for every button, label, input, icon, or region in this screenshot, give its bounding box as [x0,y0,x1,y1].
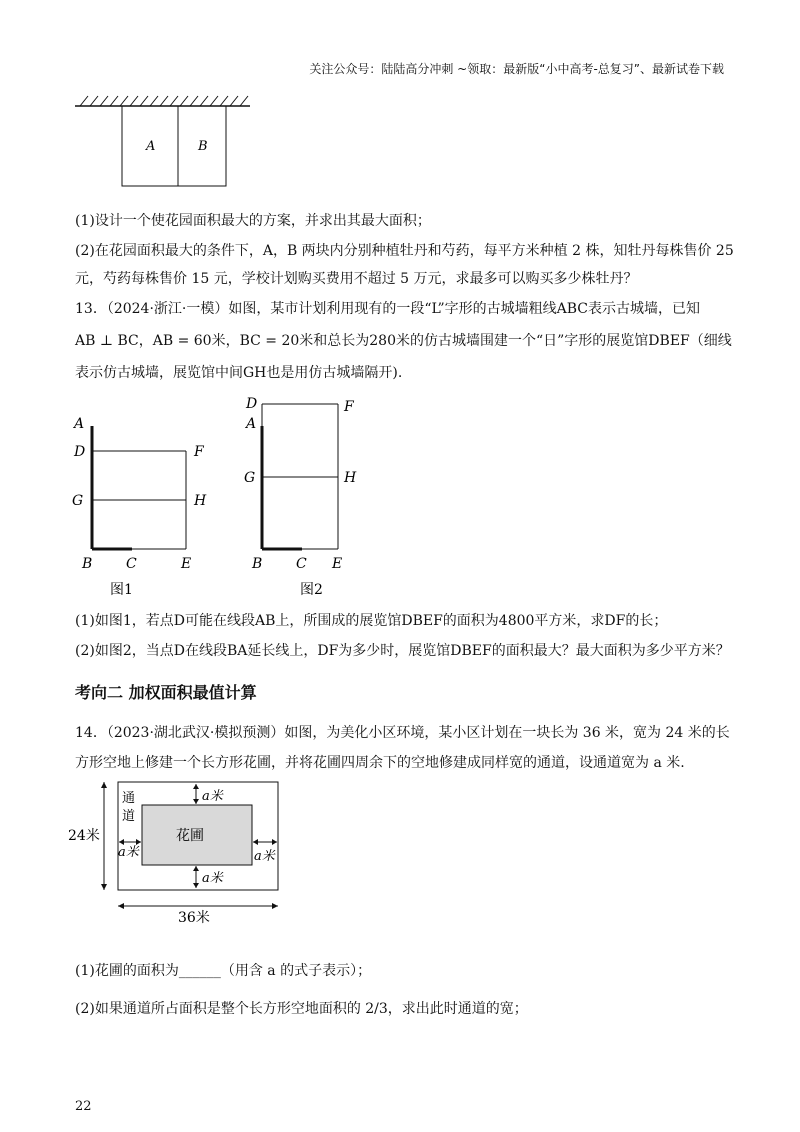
fig1-H: H [194,493,207,509]
fig1-B: B [82,556,93,572]
dim-width: 36米 [178,910,210,926]
section-title: 考向二 加权面积最值计算 [75,683,257,702]
fig1-C: C [126,556,137,572]
flower-bed-figure [68,778,298,926]
fig1-F: F [194,444,204,460]
label-b: B [198,139,208,154]
fig2-E: E [332,556,343,572]
label-a: A [146,139,156,154]
fig1-G: G [72,493,84,509]
q13-line3: 表示仿古城墙，展览馆中间GH也是用仿古城墙隔开). [75,365,403,381]
dim-left: a米 [118,845,139,860]
fig2-H: H [344,470,357,486]
fig2-D: D [246,396,258,412]
q12-part2-line1: (2)在花园面积最大的条件下，A，B 两块内分别种植牡丹和芍药，每平方米种植 2 株，知牡丹每株售价 25 [75,243,734,259]
center-label: 花圃 [176,828,204,844]
dim-height: 24米 [68,828,100,844]
q13-part2: (2)如图2，当点D在线段BA延长线上，DF为多少时，展览馆DBEF的面积最大？最大面积为多少平方米？ [75,643,730,659]
q14-part1: (1)花圃的面积为______（用含 a 的式子表示）； [75,963,372,979]
dim-top: a米 [202,789,223,804]
fig2-F: F [344,399,354,415]
q14-line2: 方形空地上修建一个长方形花圃，并将花圃四周余下的空地修建成同样宽的通道，设通道宽为 a 米. [75,755,685,771]
fig1-A: A [74,416,85,432]
fig2-C: C [296,556,307,572]
page-header: 关注公众号：陆陆高分冲刺 ~领取：最新版“小中高考-总复习”、最新试卷下载 [309,62,724,76]
figure-1 [70,408,240,608]
q14-line1: 14．（2023·湖北武汉·模拟预测）如图，为美化小区环境，某小区计划在一块长为 36 米，宽为 24 米的长 [75,725,730,741]
q12-part1: (1)设计一个使花园面积最大的方案，并求出其最大面积； [75,213,431,229]
fig2-A: A [246,416,257,432]
fig2-B: B [252,556,263,572]
fig1-D: D [74,444,86,460]
dim-bottom: a米 [202,871,223,886]
garden-figure [70,92,270,192]
q13-line2: AB ⊥ BC，AB = 60米，BC = 20米和总长为280米的仿古城墙围建一个“日”字形的展览馆DBEF（细线 [75,333,732,349]
q14-part2: (2)如果通道所占面积是整个长方形空地面积的 2/3，求出此时通道的宽； [75,1001,528,1017]
figure-2 [240,390,410,610]
fig2-caption: 图2 [300,582,323,598]
fig2-G: G [244,470,256,486]
fig1-caption: 图1 [110,582,133,598]
path-label-1: 通 [122,791,136,806]
path-label-2: 道 [122,809,136,824]
q12-part2-line2: 元，芍药每株售价 15 元，学校计划购买费用不超过 5 万元，求最多可以购买多少株牡丹？ [75,271,638,287]
fig1-E: E [181,556,192,572]
page-number: 22 [75,1099,92,1114]
q13-line1: 13．（2024·浙江·一模）如图，某市计划利用现有的一段“L”字形的古城墙粗线ABC表示古城墙，已知 [75,301,700,317]
dim-right: a米 [254,849,275,864]
q13-part1: (1)如图1，若点D可能在线段AB上，所围成的展览馆DBEF的面积为4800平方米，求DF的长； [75,613,668,629]
